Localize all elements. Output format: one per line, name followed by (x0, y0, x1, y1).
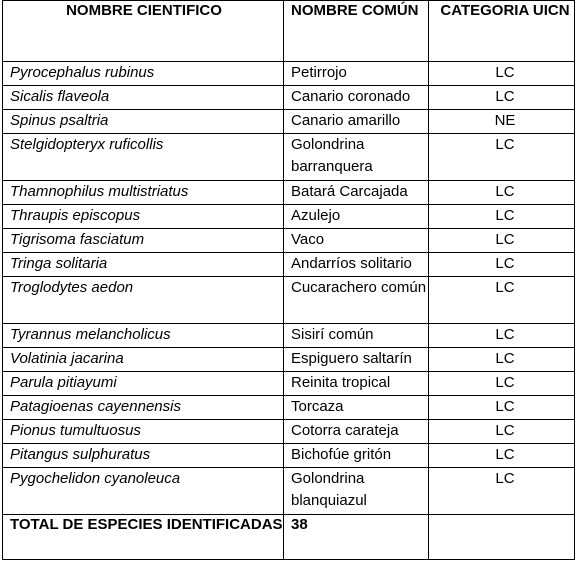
category-cell: LC (429, 62, 575, 86)
common-name-cell: Golondrina blanquiazul (284, 468, 429, 515)
common-name-cell: Cucarachero común (284, 277, 429, 324)
scientific-name-cell: Parula pitiayumi (3, 372, 284, 396)
common-name-cell: Andarríos solitario (284, 253, 429, 277)
scientific-name-cell: Pionus tumultuosus (3, 420, 284, 444)
scientific-name-cell: Stelgidopteryx ruficollis (3, 134, 284, 181)
table-row (3, 396, 575, 420)
table-row (3, 86, 575, 110)
table-row (3, 253, 575, 277)
scientific-name-cell: Thraupis episcopus (3, 205, 284, 229)
common-name-cell: Azulejo (284, 205, 429, 229)
scientific-name-cell: Tringa solitaria (3, 253, 284, 277)
table-row (3, 277, 575, 324)
scientific-name-cell: Thamnophilus multistriatus (3, 181, 284, 205)
category-cell: LC (429, 277, 575, 324)
table-row (3, 420, 575, 444)
header-scientific-name: NOMBRE CIENTIFICO (3, 1, 284, 62)
category-cell: LC (429, 134, 575, 181)
header-row (3, 1, 575, 62)
total-row (3, 515, 575, 560)
common-name-cell: Sisirí común (284, 324, 429, 348)
scientific-name-cell: Patagioenas cayennensis (3, 396, 284, 420)
scientific-name-cell: Spinus psaltria (3, 110, 284, 134)
category-cell: LC (429, 86, 575, 110)
common-name-cell: Canario coronado (284, 86, 429, 110)
table-body (3, 62, 575, 515)
total-label: TOTAL DE ESPECIES IDENTIFICADAS (3, 515, 284, 560)
species-table (2, 0, 575, 560)
header-category: CATEGORIA UICN (429, 1, 575, 62)
category-cell: LC (429, 324, 575, 348)
common-name-cell: Torcaza (284, 396, 429, 420)
scientific-name-cell: Tyrannus melancholicus (3, 324, 284, 348)
common-name-cell: Bichofúe gritón (284, 444, 429, 468)
total-category (429, 515, 575, 560)
table-header (3, 1, 575, 62)
table-row (3, 372, 575, 396)
common-name-cell: Cotorra carateja (284, 420, 429, 444)
scientific-name-cell: Pitangus sulphuratus (3, 444, 284, 468)
scientific-name-cell: Troglodytes aedon (3, 277, 284, 324)
scientific-name-cell: Pygochelidon cyanoleuca (3, 468, 284, 515)
category-cell: LC (429, 229, 575, 253)
table-row (3, 348, 575, 372)
table-row (3, 134, 575, 181)
category-cell: LC (429, 420, 575, 444)
total-value: 38 (284, 515, 429, 560)
category-cell: LC (429, 444, 575, 468)
table-row (3, 468, 575, 515)
category-cell: LC (429, 205, 575, 229)
common-name-cell: Espiguero saltarín (284, 348, 429, 372)
category-cell: LC (429, 253, 575, 277)
header-common-name: NOMBRE COMÚN (284, 1, 429, 62)
common-name-cell: Reinita tropical (284, 372, 429, 396)
common-name-cell: Canario amarillo (284, 110, 429, 134)
table-footer (3, 515, 575, 560)
category-cell: LC (429, 468, 575, 515)
table-row (3, 324, 575, 348)
category-cell: NE (429, 110, 575, 134)
scientific-name-cell: Pyrocephalus rubinus (3, 62, 284, 86)
table-row (3, 444, 575, 468)
category-cell: LC (429, 372, 575, 396)
category-cell: LC (429, 396, 575, 420)
common-name-cell: Petirrojo (284, 62, 429, 86)
category-cell: LC (429, 348, 575, 372)
scientific-name-cell: Volatinia jacarina (3, 348, 284, 372)
scientific-name-cell: Sicalis flaveola (3, 86, 284, 110)
category-cell: LC (429, 181, 575, 205)
table-row (3, 62, 575, 86)
table-row (3, 110, 575, 134)
table-row (3, 205, 575, 229)
scientific-name-cell: Tigrisoma fasciatum (3, 229, 284, 253)
common-name-cell: Vaco (284, 229, 429, 253)
table-row (3, 181, 575, 205)
common-name-cell: Batará Carcajada (284, 181, 429, 205)
table-row (3, 229, 575, 253)
common-name-cell: Golondrina barranquera (284, 134, 429, 181)
